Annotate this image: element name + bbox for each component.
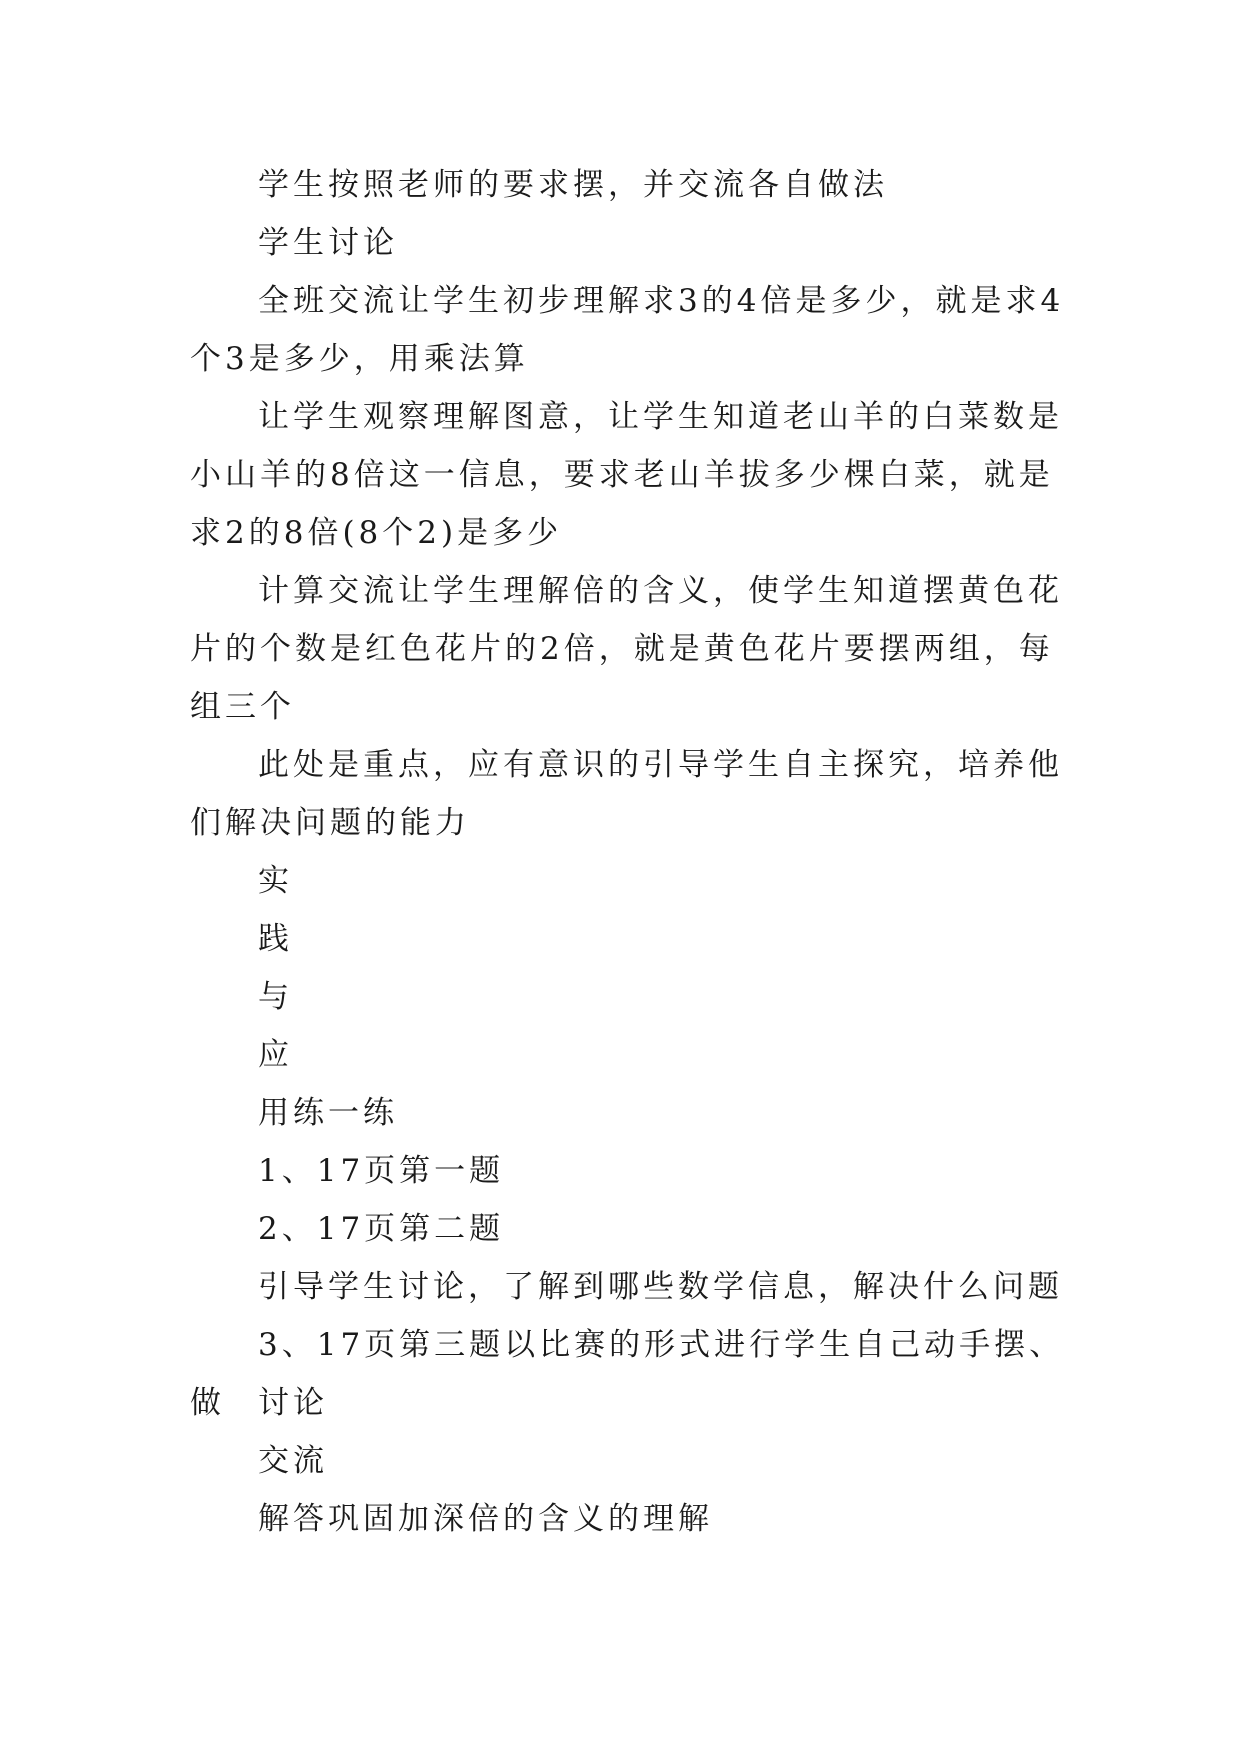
paragraph-13: 2、17页第二题 bbox=[258, 1211, 505, 1247]
paragraph-4: 让学生观察理解图意，让学生知道老山羊的白菜数是小山羊的8倍这一信息，要求老山羊拔多少棵白菜，就是求2的8倍(8个2)是多少 bbox=[190, 399, 1063, 551]
paragraph-7: 实 bbox=[258, 863, 293, 899]
paragraph-11: 用练一练 bbox=[258, 1095, 398, 1131]
paragraph-16: 讨论 bbox=[258, 1385, 328, 1421]
paragraph-8: 践 bbox=[258, 921, 293, 957]
paragraph-12: 1、17页第一题 bbox=[258, 1153, 505, 1189]
paragraph-3: 全班交流让学生初步理解求3的4倍是多少，就是求4个3是多少，用乘法算 bbox=[190, 283, 1065, 377]
paragraph-14: 引导学生讨论，了解到哪些数学信息，解决什么问题 bbox=[258, 1269, 1063, 1305]
paragraph-18: 解答巩固加深倍的含义的理解 bbox=[258, 1501, 713, 1537]
paragraph-6: 此处是重点，应有意识的引导学生自主探究，培养他们解决问题的能力 bbox=[190, 747, 1063, 841]
paragraph-17: 交流 bbox=[258, 1443, 328, 1479]
paragraph-1: 学生按照老师的要求摆，并交流各自做法 bbox=[258, 167, 888, 203]
paragraph-10: 应 bbox=[258, 1037, 293, 1073]
paragraph-15: 3、17页第三题以比赛的形式进行学生自己动手摆、做 bbox=[190, 1327, 1065, 1421]
paragraph-2: 学生讨论 bbox=[258, 225, 398, 261]
paragraph-9: 与 bbox=[258, 979, 293, 1015]
paragraph-5: 计算交流让学生理解倍的含义，使学生知道摆黄色花片的个数是红色花片的2倍，就是黄色花片要摆两组，每组三个 bbox=[190, 573, 1063, 725]
